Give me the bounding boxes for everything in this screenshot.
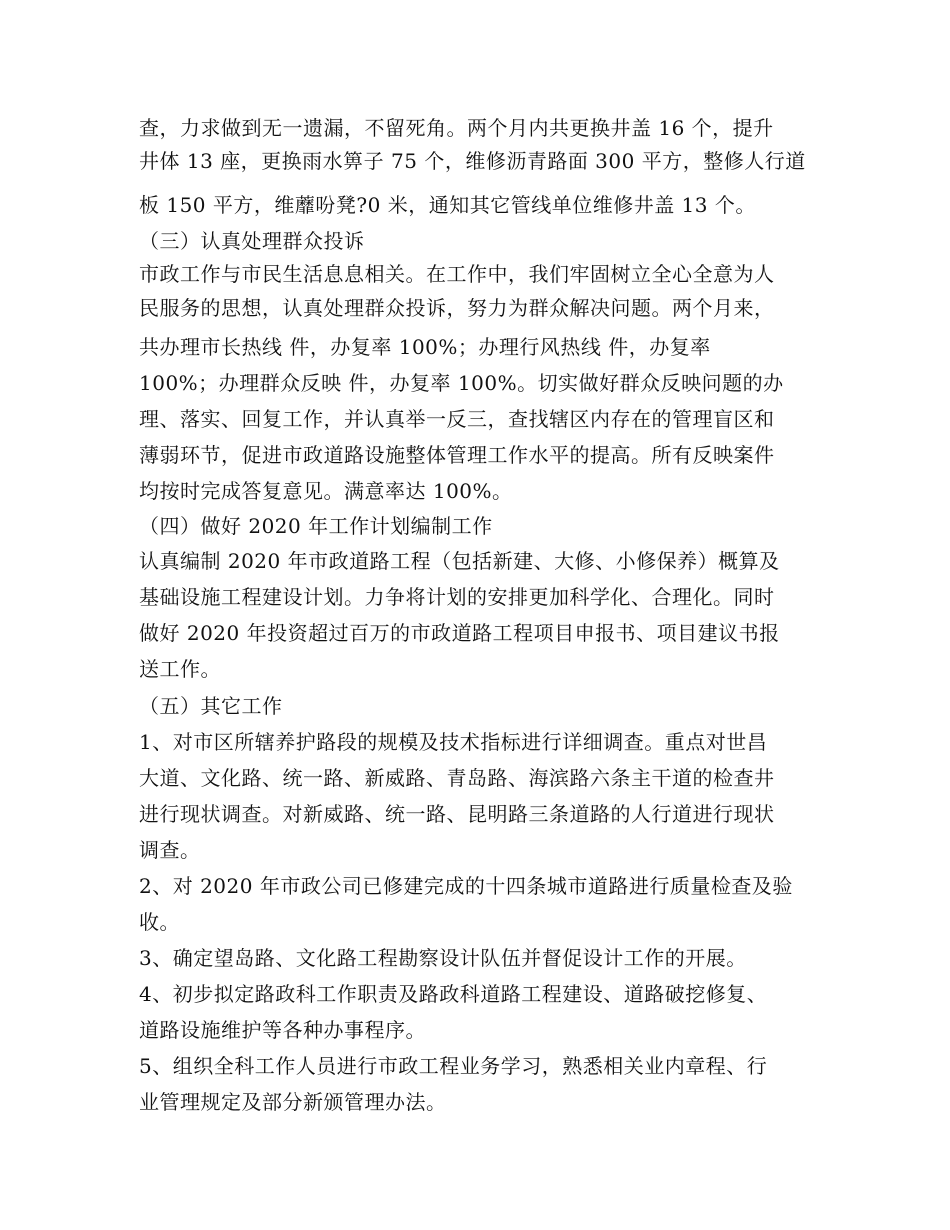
list-item-3: 3、确定望岛路、文化路工程勘察设计队伍并督促设计工作的开展。 <box>139 946 747 970</box>
section-heading-3: （三）认真处理群众投诉 <box>139 229 365 253</box>
list-item-4: 4、初步拟定路政科工作职责及路政科道路工程建设、道路破挖修复、 <box>139 982 768 1006</box>
body-text-line: 民服务的思想，认真处理群众投诉，努力为群众解决问题。两个月来， <box>139 296 775 320</box>
body-text-line: 大道、文化路、统一路、新威路、青岛路、海滨路六条主干道的检查井 <box>139 766 775 790</box>
list-item-5: 5、组织全科工作人员进行市政工程业务学习，熟悉相关业内章程、行 <box>139 1054 768 1078</box>
list-item-1: 1、对市区所辖养护路段的规模及技术指标进行详细调查。重点对世昌 <box>139 730 768 754</box>
body-text-line: 调查。 <box>139 838 201 862</box>
body-text-line: 市政工作与市民生活息息相关。在工作中，我们牢固树立全心全意为人 <box>139 262 775 286</box>
body-text-line: 做好 2020 年投资超过百万的市政道路工程项目申报书、项目建议书报 <box>139 621 780 645</box>
body-text-line: 道路设施维护等各种办事程序。 <box>139 1018 426 1042</box>
body-text-line: 均按时完成答复意见。满意率达 100%。 <box>139 479 513 503</box>
body-text-line: 送工作。 <box>139 657 221 681</box>
body-text-line: 共办理市长热线 件，办复率 100%；办理行风热线 件，办复率 <box>139 335 711 359</box>
list-item-2: 2、对 2020 年市政公司已修建完成的十四条城市道路进行质量检查及验 <box>139 874 793 898</box>
body-text-line: 基础设施工程建设计划。力争将计划的安排更加科学化、合理化。同时 <box>139 585 775 609</box>
body-text-line: 理、落实、回复工作，并认真举一反三，查找辖区内存在的管理盲区和 <box>139 407 775 431</box>
body-text-line: 认真编制 2020 年市政道路工程（包括新建、大修、小修保养）概算及 <box>139 549 780 573</box>
body-text-line: 井体 13 座，更换雨水箅子 75 个，维修沥青路面 300 平方，整修人行道 <box>139 149 806 173</box>
body-text-line: 收。 <box>139 910 180 934</box>
body-text-line: 查，力求做到无一遗漏，不留死角。两个月内共更换井盖 16 个，提升 <box>139 116 774 140</box>
body-text-line: 薄弱环节，促进市政道路设施整体管理工作水平的提高。所有反映案件 <box>139 443 775 467</box>
body-text-line: 板 150 平方，维蘼吩凳?0 米，通知其它管线单位维修井盖 13 个。 <box>139 193 756 217</box>
section-heading-4: （四）做好 2020 年工作计划编制工作 <box>139 514 493 538</box>
body-text-line: 进行现状调查。对新威路、统一路、昆明路三条道路的人行道进行现状 <box>139 802 775 826</box>
body-text-line: 100%；办理群众反映 件，办复率 100%。切实做好群众反映问题的办 <box>139 371 784 395</box>
section-heading-5: （五）其它工作 <box>139 694 283 718</box>
body-text-line: 业管理规定及部分新颁管理办法。 <box>139 1090 447 1114</box>
